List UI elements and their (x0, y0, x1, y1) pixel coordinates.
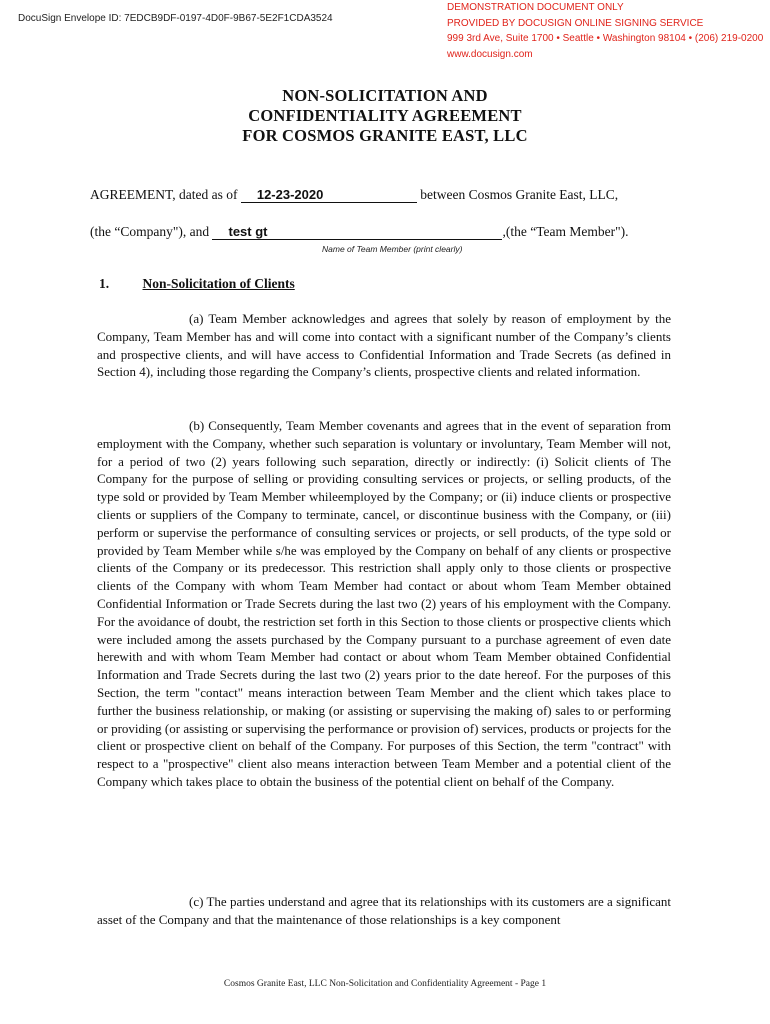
paragraph-c (97, 893, 671, 929)
date-field[interactable]: 12-23-2020 (241, 188, 417, 203)
paragraph-a (97, 310, 671, 381)
section-title: Non-Solicitation of Clients (142, 276, 295, 291)
agreement-line (90, 187, 618, 203)
page-footer: Cosmos Granite East, LLC Non-Solicitation and Confidentiality Agreement - Page 1 (223, 979, 547, 989)
paragraph-b (97, 417, 671, 791)
agreement-prefix: AGREEMENT, dated as of (90, 187, 238, 202)
title-line: NON-SOLICITATION AND (282, 86, 488, 105)
name-field-caption: Name of Team Member (print clearly) (322, 244, 463, 254)
section-number: 1. (99, 276, 110, 291)
party-prefix: (the “Company"), and (90, 224, 210, 239)
demo-notice (447, 0, 763, 62)
title-line: FOR COSMOS GRANITE EAST, LLC (242, 126, 528, 145)
demo-notice-address: 999 3rd Ave, Suite 1700 • Seattle • Washington 98104 • (206) 219-0200 (447, 33, 764, 44)
demo-notice-line: PROVIDED BY DOCUSIGN ONLINE SIGNING SERVICE (447, 17, 704, 29)
section-1-heading (99, 276, 295, 292)
paragraph-a-text: (a) Team Member acknowledges and agrees that solely by reason of employment by the Company, Team Member has and will come into contact with a significant number of the Company’s clients and prospective clients, and will have access to Confidential Information and Trade Secrets (as defined in Section 4), including those regarding the Company’s clients, prospective clients and related information. (97, 311, 671, 380)
title-line: CONFIDENTIALITY AGREEMENT (248, 106, 522, 125)
envelope-id: DocuSign Envelope ID: 7EDCB9DF-0197-4D0F-9B67-5E2F1CDA3524 (18, 13, 333, 24)
paragraph-b-text: (b) Consequently, Team Member covenants and agrees that in the event of separation from employment with the Company, whether such separation is voluntary or involuntary, Team Member will not, for a period of two (2) years following such separation, directly or indirectly: (i) Solicit clients of The Company for the purpose of selling or providing consulting services or projects, or selling products, of the type sold or provided by Team Member whileemployed by the Company; or (ii) induce clients or prospective clients or suppliers of the Company to terminate, cancel, or discontinue business with the Company, or (iii) perform or supervise the performance of consulting services or projects, or sell products, of the type sold or provided by Team Member while s/he was employed by the Company on behalf of any clients or prospective clients of the Company or its predecessor. This restriction shall apply only to those clients or prospective clients of the Company with whom Team Member had contact or about whom Team Member obtained Confidential Information or Trade Secrets during the last two (2) years of his employment with the Company. For the avoidance of doubt, the restriction set forth in this Section to those clients or prospective clients which were included among the assets purchased by the Company pursuant to a purchase agreement of even date herewith and with whom Team Member had contact or about whom Team Member obtained Confidential Information and Trade Secrets during the last two (2) years prior to the date hereof. For the purposes of this Section, the term "contact" means interaction between Team Member and the client which takes place to further the business relationship, or making (or assisting or supervising the making of) sales to or performing or providing (or assisting or supervising the performance or provision of) services, products or projects for the client or prospective client on behalf of the Company. For purposes of this Section, the term "contract" with respect to a "prospective" client also means interaction between Team Member and a potential client of the Company which takes place to obtain the business of the potential client on behalf of the Company. (97, 418, 671, 789)
party-line (90, 224, 629, 240)
paragraph-c-text: (c) The parties understand and agree that its relationships with its customers are a significant asset of the Company and that the maintenance of those relationships is a key component (97, 894, 671, 927)
team-member-name-field[interactable]: test gt (212, 225, 502, 240)
demo-notice-line: DEMONSTRATION DOCUMENT ONLY (447, 2, 624, 13)
document-title (0, 86, 770, 146)
demo-notice-website: www.docusign.com (447, 48, 533, 60)
party-suffix: ,(the “Team Member"). (502, 224, 629, 239)
agreement-suffix: between Cosmos Granite East, LLC, (420, 187, 619, 202)
